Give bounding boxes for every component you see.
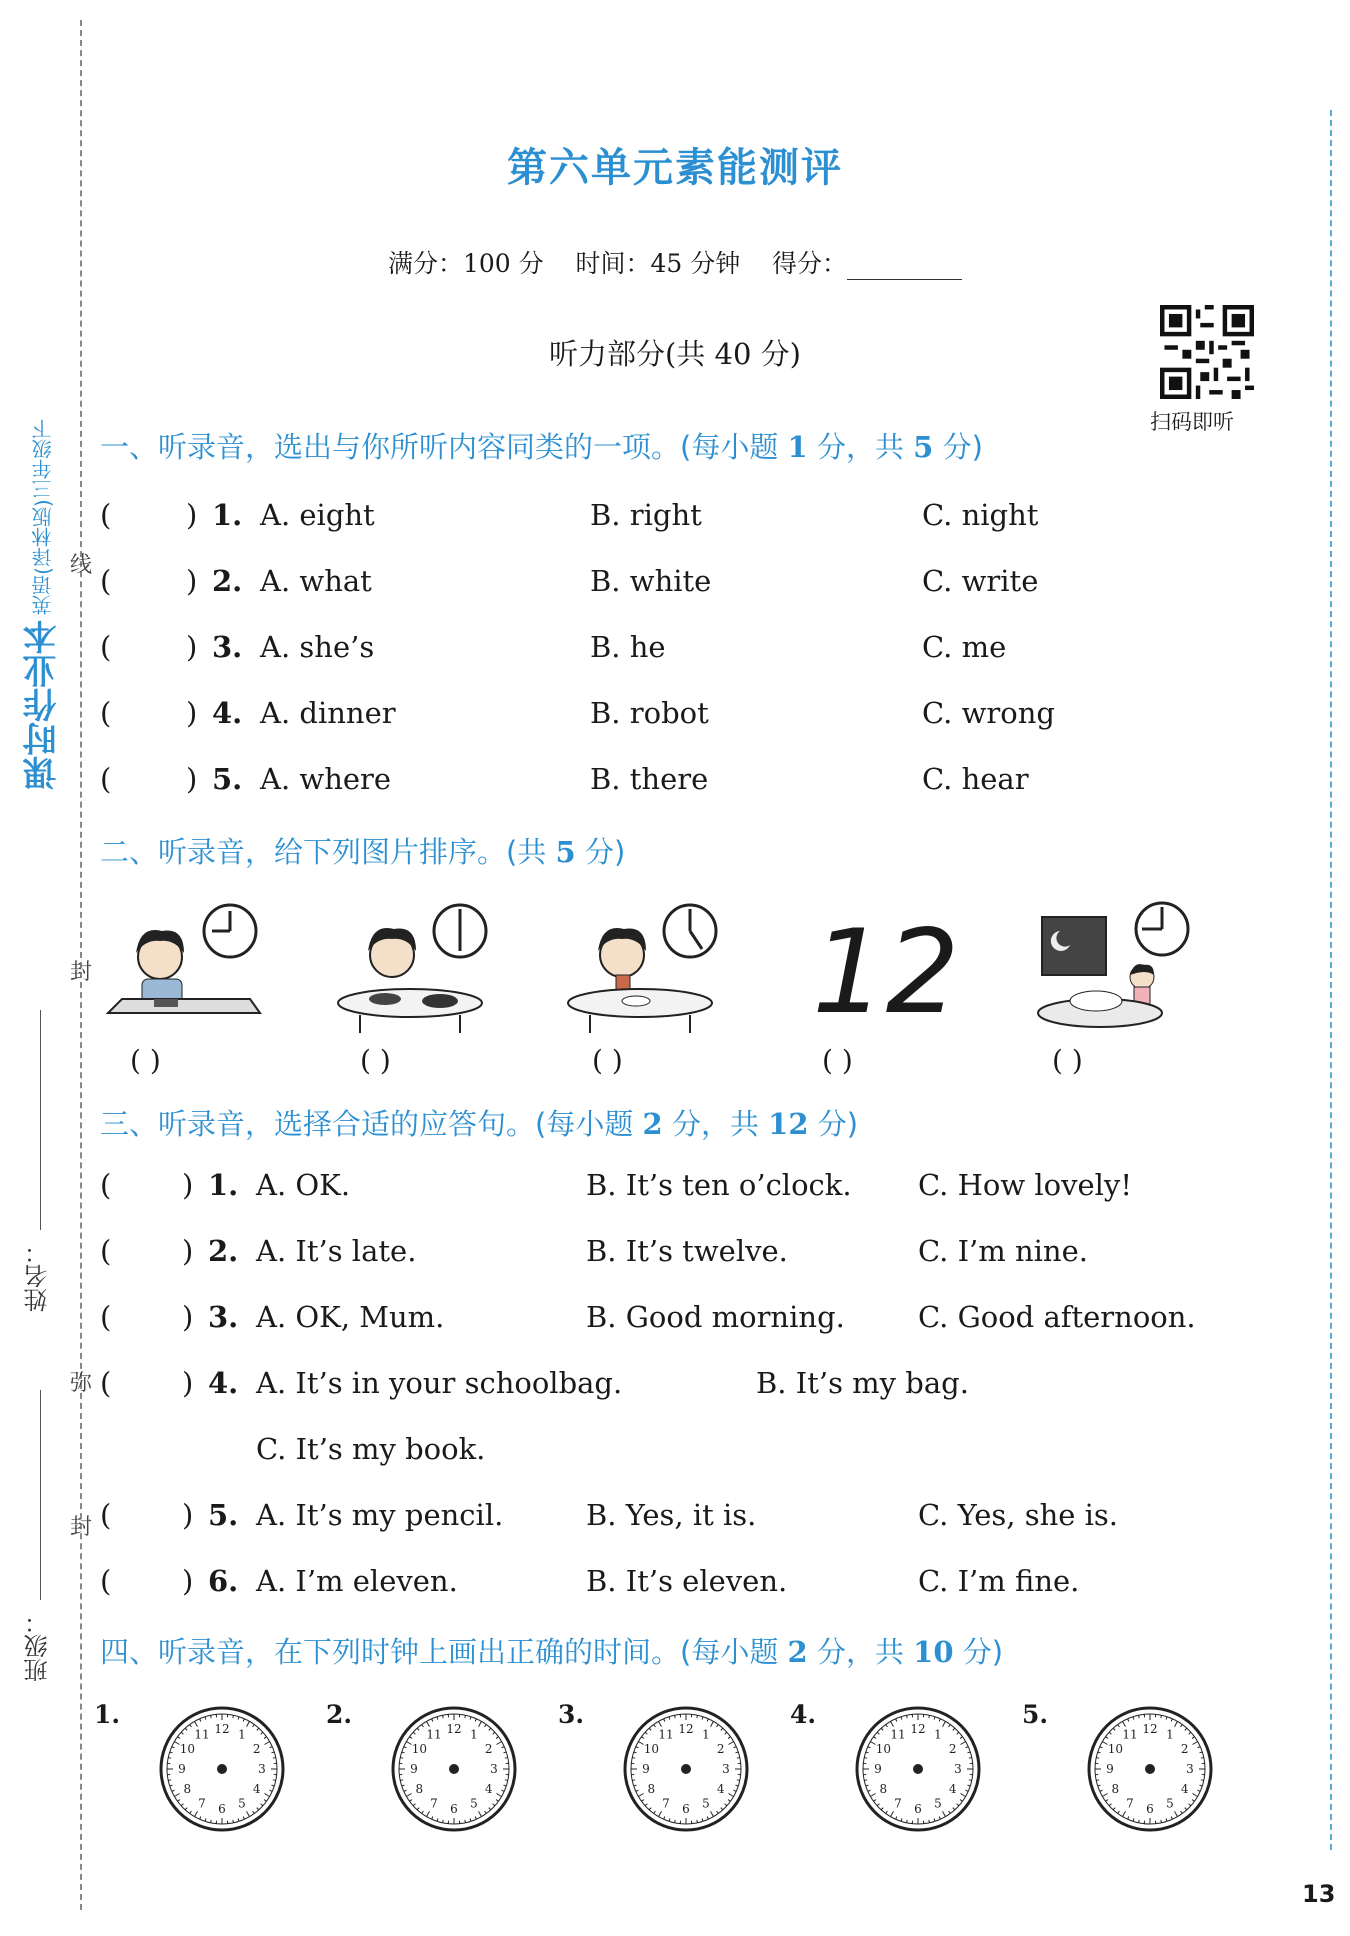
picture-boy-eating-dinner (330, 895, 500, 1035)
part3-question-5: ( ) 5. A. It’s my pencil. B. Yes, it is. C. Yes, she is. (100, 1498, 1119, 1532)
option-b: B. robot (590, 696, 709, 730)
part3-question-4: ( ) 4. A. It’s in your schoolbag. B. It’s my bag. (100, 1366, 969, 1400)
option-a: A. OK, Mum. (256, 1300, 445, 1334)
answer-blank[interactable]: ( (100, 1234, 112, 1268)
part3-question-3: ( ) 3. A. OK, Mum. B. Good morning. C. Good afternoon. (100, 1300, 1196, 1334)
dial-number: 10 (643, 1742, 659, 1756)
clock-face-1[interactable] (158, 1705, 286, 1833)
dial-number: 5 (238, 1796, 246, 1811)
answer-blank[interactable]: ( (100, 564, 112, 598)
cut-mark-seal-3: 封 (70, 1515, 93, 1540)
dial-number: 8 (183, 1782, 192, 1796)
dial-number: 8 (1111, 1782, 1120, 1796)
option-a: A. dinner (260, 696, 396, 730)
full-marks: 满分：100 分 (387, 249, 544, 278)
dial-number: 5 (1166, 1796, 1174, 1811)
dial-number: 12 (214, 1722, 230, 1736)
option-b: B. Yes, it is. (586, 1498, 757, 1532)
answer-blank[interactable]: ( (100, 1168, 112, 1202)
option-b: B. It’s eleven. (586, 1564, 788, 1598)
order-blank-2[interactable]: ( ) (360, 1044, 391, 1077)
option-b: B. It’s ten o’clock. (586, 1168, 852, 1202)
option-b: B. right (590, 498, 702, 532)
listening-section-title: 听力部分(共 40 分) (549, 337, 801, 371)
clock-label-3: 3. (558, 1700, 585, 1729)
dial-number: 1 (238, 1727, 246, 1742)
order-blank-5[interactable]: ( ) (1052, 1044, 1083, 1077)
option-b: B. he (590, 630, 666, 664)
dial-number: 4 (1180, 1782, 1189, 1796)
dial-number: 6 (914, 1802, 922, 1816)
part3-question-6: ( ) 6. A. I’m eleven. B. It’s eleven. C. I’m fine. (100, 1564, 1080, 1598)
answer-blank[interactable]: ( (100, 1564, 112, 1598)
option-a: A. she’s (260, 630, 375, 664)
order-blank-1[interactable]: ( ) (130, 1044, 161, 1077)
option-a: A. eight (260, 498, 375, 532)
part4-heading: 四、听录音，在下列时钟上画出正确的时间。(每小题 2 分，共 10 分) (100, 1635, 1004, 1669)
dial-number: 11 (194, 1727, 210, 1742)
option-b: B. white (590, 564, 712, 598)
option-c: C. It’s my book. (256, 1432, 486, 1466)
dial-number: 12 (1142, 1722, 1158, 1736)
class-line[interactable] (40, 1390, 41, 1600)
option-a: A. where (260, 762, 392, 796)
cut-mark-seal: 封 (70, 960, 93, 985)
dial-number: 5 (934, 1796, 942, 1811)
qr-code-icon[interactable] (1160, 305, 1254, 399)
dial-number: 4 (252, 1782, 261, 1796)
option-c: C. night (922, 498, 1039, 532)
option-c: C. How lovely! (918, 1168, 1132, 1202)
dial-number: 6 (682, 1802, 690, 1816)
dial-number: 2 (948, 1742, 957, 1756)
dial-number: 10 (179, 1742, 195, 1756)
option-c: C. write (922, 564, 1039, 598)
clock-label-5: 5. (1022, 1700, 1049, 1729)
part3-question-1: ( ) 1. A. OK. B. It’s ten o’clock. C. How lovely! (100, 1168, 1132, 1202)
answer-blank[interactable]: ( (100, 696, 112, 730)
dial-number: 10 (1107, 1742, 1123, 1756)
dial-number: 9 (642, 1762, 650, 1776)
page-number: 13 (1302, 1880, 1336, 1908)
order-blank-3[interactable]: ( ) (592, 1044, 623, 1077)
answer-blank[interactable]: ( (100, 498, 112, 532)
dial-number: 2 (484, 1742, 493, 1756)
dial-number: 6 (218, 1802, 226, 1816)
dial-number: 9 (1106, 1762, 1114, 1776)
clock-face-3[interactable] (622, 1705, 750, 1833)
part1-question-4: ( ) 4. A. dinner B. robot C. wrong (100, 696, 1055, 730)
book-subtitle: 英语(译林版)三年级下 (31, 419, 55, 615)
answer-blank[interactable]: ( (100, 1366, 112, 1400)
dial-number: 12 (446, 1722, 462, 1736)
dial-number: 4 (948, 1782, 957, 1796)
dial-number: 7 (894, 1796, 902, 1811)
answer-blank[interactable]: ( (100, 630, 112, 664)
dial-number: 3 (490, 1762, 498, 1776)
option-c: C. I’m nine. (918, 1234, 1088, 1268)
page-title: 第六单元素能测评 (507, 145, 843, 191)
dial-number: 3 (258, 1762, 266, 1776)
dial-number: 11 (1122, 1727, 1138, 1742)
part1-question-1: ( ) 1. A. eight B. right C. night (100, 498, 1039, 532)
dial-number: 10 (875, 1742, 891, 1756)
dial-number: 7 (198, 1796, 206, 1811)
part1-question-3: ( ) 3. A. she’s B. he C. me (100, 630, 1007, 664)
dial-number: 1 (470, 1727, 478, 1742)
answer-blank[interactable]: ( (100, 762, 112, 796)
score-blank[interactable] (847, 257, 962, 280)
option-a: A. It’s late. (256, 1234, 417, 1268)
dial-number: 5 (470, 1796, 478, 1811)
clock-face-4[interactable] (854, 1705, 982, 1833)
option-b: B. It’s my bag. (756, 1366, 969, 1400)
dial-number: 4 (716, 1782, 725, 1796)
option-c: C. Yes, she is. (918, 1498, 1119, 1532)
option-c: C. Good afternoon. (918, 1300, 1196, 1334)
clock-face-5[interactable] (1086, 1705, 1214, 1833)
part1-question-5: ( ) 5. A. where B. there C. hear (100, 762, 1029, 796)
class-label: 班级： (24, 1610, 52, 1682)
answer-blank[interactable]: ( (100, 1300, 112, 1334)
time-limit: 时间：45 分钟 (575, 249, 741, 278)
dial-number: 3 (954, 1762, 962, 1776)
dial-number: 7 (1126, 1796, 1134, 1811)
part3-question-4-continued (100, 1432, 1240, 1472)
clock-label-2: 2. (326, 1700, 353, 1729)
dial-number: 9 (178, 1762, 186, 1776)
brand-name: 课时作业本 (23, 620, 63, 790)
cut-mark-line: 线 (70, 553, 93, 578)
dial-number: 2 (1180, 1742, 1189, 1756)
name-line[interactable] (40, 1010, 41, 1230)
dial-number: 9 (410, 1762, 418, 1776)
part2-heading: 二、听录音，给下列图片排序。(共 5 分) (100, 835, 626, 869)
clock-label-1: 1. (94, 1700, 121, 1729)
picture-boy-at-desk (100, 895, 270, 1035)
dial-number: 11 (658, 1727, 674, 1742)
dial-number: 6 (450, 1802, 458, 1816)
dial-number: 11 (890, 1727, 906, 1742)
part1-question-2: ( ) 2. A. what B. white C. write (100, 564, 1039, 598)
dial-number: 7 (662, 1796, 670, 1811)
option-a: A. It’s in your schoolbag. (256, 1366, 623, 1400)
dial-number: 5 (702, 1796, 710, 1811)
dial-number: 12 (910, 1722, 926, 1736)
option-c: C. I’m fine. (918, 1564, 1080, 1598)
score-label: 得分： (772, 249, 848, 278)
cut-mark-seal-2: 弥 (70, 1371, 93, 1396)
dial-number: 2 (252, 1742, 261, 1756)
option-b: B. there (590, 762, 709, 796)
dial-number: 8 (879, 1782, 888, 1796)
option-c: C. me (922, 630, 1007, 664)
option-a: A. OK. (256, 1168, 351, 1202)
option-b: B. Good morning. (586, 1300, 845, 1334)
dial-number: 2 (716, 1742, 725, 1756)
dial-number: 3 (722, 1762, 730, 1776)
answer-blank[interactable]: ( (100, 1498, 112, 1532)
score-meta (0, 244, 1350, 280)
dial-number: 1 (1166, 1727, 1174, 1742)
dial-number: 10 (411, 1742, 427, 1756)
qr-label: 扫码即听 (1150, 410, 1234, 434)
clock-label-4: 4. (790, 1700, 817, 1729)
dial-number: 11 (426, 1727, 442, 1742)
part1-heading: 一、听录音，选出与你所听内容同类的一项。(每小题 1 分，共 5 分) (100, 430, 983, 464)
dial-number: 1 (702, 1727, 710, 1742)
part3-heading: 三、听录音，选择合适的应答句。(每小题 2 分，共 12 分) (100, 1107, 859, 1141)
dial-number: 8 (647, 1782, 656, 1796)
picture-number-twelve: 12 (812, 905, 960, 1040)
dial-number: 12 (678, 1722, 694, 1736)
picture-boy-breakfast (560, 895, 730, 1035)
name-label: 姓名： (24, 1240, 52, 1312)
option-a: A. I’m eleven. (256, 1564, 458, 1598)
option-c: C. hear (922, 762, 1029, 796)
dial-number: 1 (934, 1727, 942, 1742)
dial-number: 3 (1186, 1762, 1194, 1776)
part3-question-2: ( ) 2. A. It’s late. B. It’s twelve. C. I’m nine. (100, 1234, 1088, 1268)
order-blank-4[interactable]: ( ) (822, 1044, 853, 1077)
picture-going-to-bed (1030, 895, 1200, 1035)
dial-number: 8 (415, 1782, 424, 1796)
side-brand (18, 330, 67, 790)
option-a: A. what (260, 564, 372, 598)
dial-number: 7 (430, 1796, 438, 1811)
dial-number: 9 (874, 1762, 882, 1776)
dial-number: 4 (484, 1782, 493, 1796)
dial-number: 6 (1146, 1802, 1154, 1816)
option-c: C. wrong (922, 696, 1055, 730)
clock-face-2[interactable] (390, 1705, 518, 1833)
option-b: B. It’s twelve. (586, 1234, 788, 1268)
option-a: A. It’s my pencil. (256, 1498, 504, 1532)
